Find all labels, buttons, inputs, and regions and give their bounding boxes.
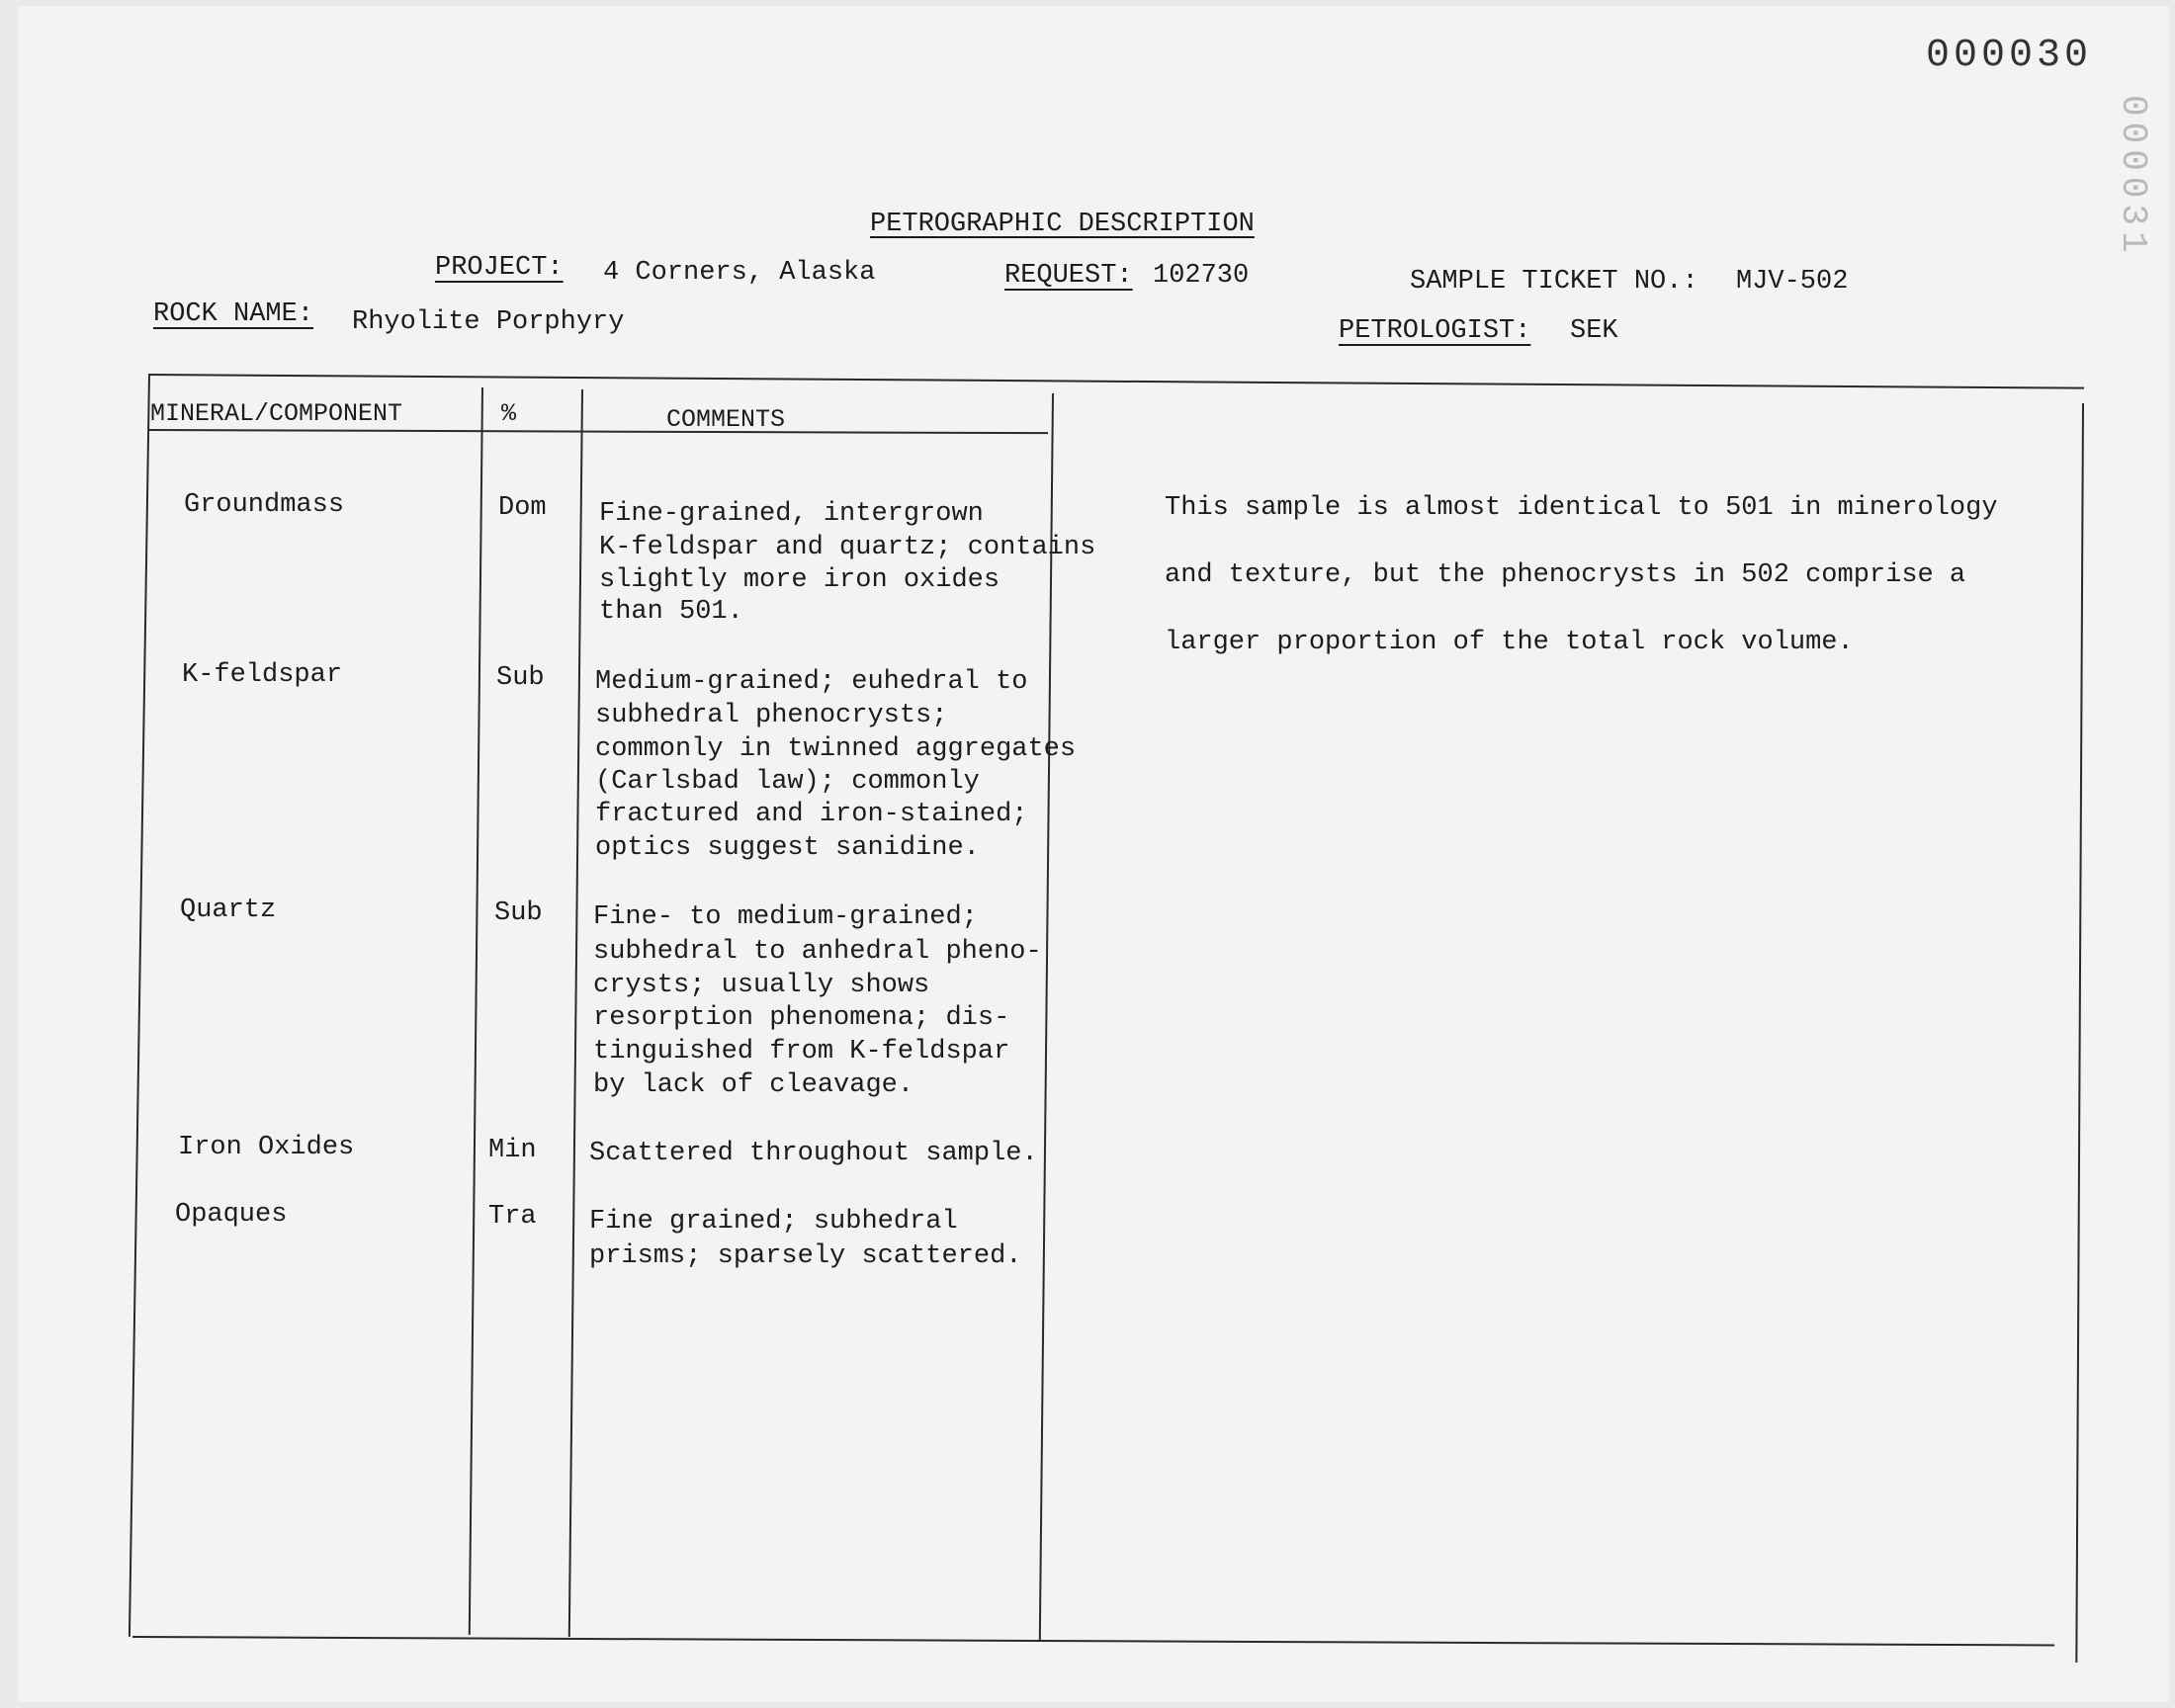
petrologist-value: SEK bbox=[1570, 316, 1618, 346]
table-row-comment-line: crysts; usually shows bbox=[593, 971, 930, 1000]
table-row-comment-line: (Carlsbad law); commonly bbox=[595, 767, 980, 797]
column-header-mineral: MINERAL/COMPONENT bbox=[150, 399, 403, 428]
table-row-percent: Dom bbox=[498, 493, 547, 523]
table-row-comment-line: Fine- to medium-grained; bbox=[593, 902, 978, 932]
project-value: 4 Corners, Alaska bbox=[603, 258, 876, 288]
table-row-comment-line: Fine grained; subhedral bbox=[589, 1207, 958, 1237]
table-row-comment-line: fractured and iron-stained; bbox=[595, 800, 1028, 829]
table-row-comment-line: than 501. bbox=[599, 597, 743, 627]
table-row-comment-line: prisms; sparsely scattered. bbox=[589, 1241, 1022, 1271]
table-row-comment-line: tinguished from K-feldspar bbox=[593, 1037, 1010, 1067]
rock-name-value: Rhyolite Porphyry bbox=[352, 307, 625, 337]
table-row-mineral: Groundmass bbox=[184, 490, 345, 520]
table-row-comment-line: Medium-grained; euhedral to bbox=[595, 667, 1028, 697]
column-header-comments: COMMENTS bbox=[666, 405, 786, 434]
document-title: PETROGRAPHIC DESCRIPTION bbox=[870, 210, 1255, 239]
table-row-comment-line: by lack of cleavage. bbox=[593, 1070, 914, 1100]
table-row-mineral: Opaques bbox=[175, 1200, 288, 1230]
petrologist-label: PETROLOGIST: bbox=[1339, 316, 1531, 346]
table-row-comment-line: K-feldspar and quartz; contains bbox=[599, 533, 1096, 562]
side-stamp: 000031 bbox=[2113, 95, 2153, 259]
table-row-comment-line: subhedral to anhedral pheno- bbox=[593, 937, 1042, 967]
request-label: REQUEST: bbox=[1004, 261, 1133, 291]
request-value: 102730 bbox=[1153, 261, 1250, 291]
ticket-value: MJV-502 bbox=[1736, 267, 1849, 297]
table-row-comment-line: Scattered throughout sample. bbox=[589, 1139, 1038, 1168]
table-row-percent: Sub bbox=[496, 663, 545, 693]
table-row-comment-line: commonly in twinned aggregates bbox=[595, 734, 1077, 764]
document-number: 000030 bbox=[1926, 34, 2093, 78]
ticket-label: SAMPLE TICKET NO.: bbox=[1410, 267, 1698, 297]
table-row-percent: Sub bbox=[494, 898, 543, 928]
table-row-comment-line: slightly more iron oxides bbox=[599, 565, 1000, 595]
table-row-percent: Tra bbox=[488, 1202, 537, 1232]
table-row-mineral: Iron Oxides bbox=[178, 1133, 355, 1162]
table-row-percent: Min bbox=[488, 1136, 537, 1165]
rock-name-label: ROCK NAME: bbox=[153, 299, 314, 329]
table-row-comment-line: Fine-grained, intergrown bbox=[599, 499, 984, 529]
project-label: PROJECT: bbox=[435, 253, 564, 283]
table-row-comment-line: resorption phenomena; dis- bbox=[593, 1003, 1010, 1033]
column-header-percent: % bbox=[501, 399, 517, 428]
table-row-mineral: Quartz bbox=[180, 896, 277, 925]
remarks-text: This sample is almost identical to 501 in minerology and texture, but the phenocrysts in 502 comprise a larger proportion of the total rock volume. bbox=[1165, 493, 1998, 657]
table-row-comment-line: optics suggest sanidine. bbox=[595, 833, 980, 863]
table-row-comment-line: subhedral phenocrysts; bbox=[595, 701, 948, 730]
table-row-mineral: K-feldspar bbox=[182, 660, 343, 690]
